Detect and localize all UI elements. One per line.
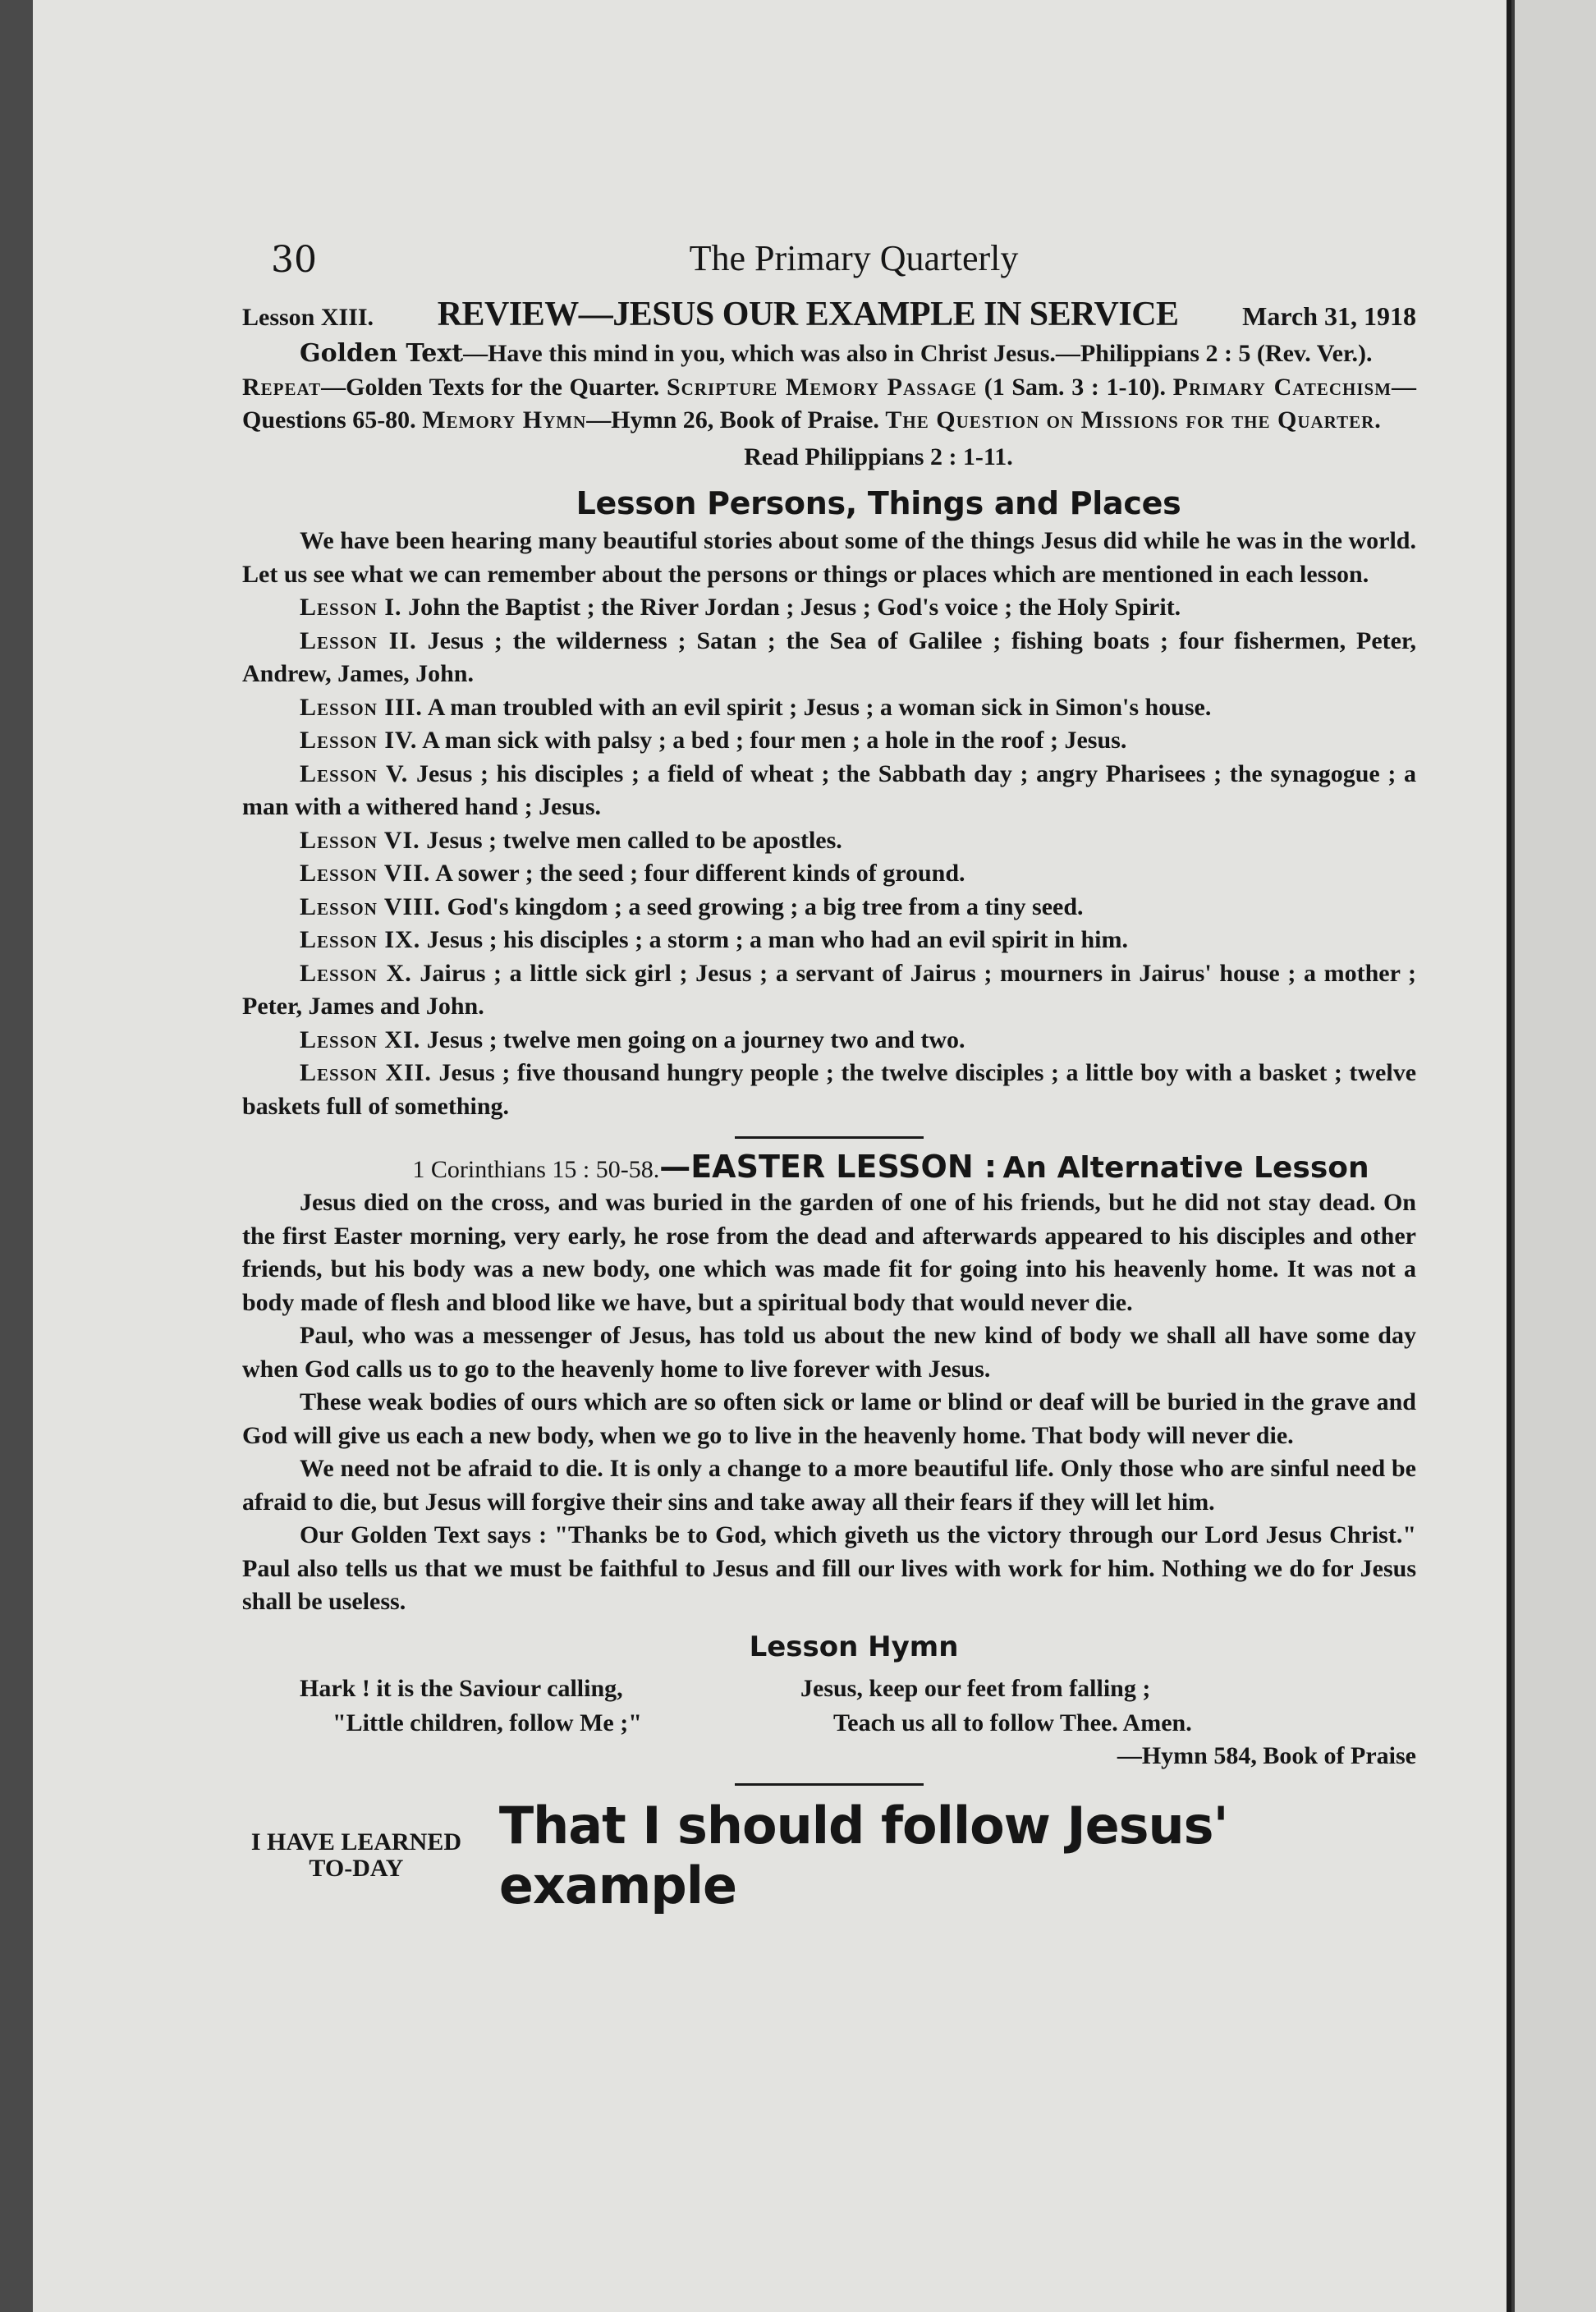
golden-text-label: Golden Text (300, 339, 464, 368)
learned-text: That I should follow Jesus' example (498, 1795, 1228, 1915)
lesson-entry-text: Jesus ; the wilderness ; Satan ; the Sea of Galilee ; fishing boats ; four fishermen, Peter, Andrew, James, John. (242, 626, 1416, 687)
hymn-title: Lesson Hymn (749, 1630, 959, 1663)
golden-text-body: —Have this mind in you, which was also in Christ Jesus.—Philippians 2 : 5 (Rev. Ver.). (463, 340, 1373, 367)
lesson-entry (242, 1024, 1416, 1057)
lesson-entry-text: Jesus ; twelve men going on a journey two and two. (426, 1025, 965, 1053)
lesson-entry-text: John the Baptist ; the River Jordan ; Jesus ; God's voice ; the Holy Spirit. (408, 594, 1181, 621)
repeat-line (242, 371, 1416, 438)
running-header (242, 234, 1416, 283)
hymn-reference: —Hymn 584, Book of Praise (1117, 1741, 1416, 1769)
hymn-verse (242, 1672, 1416, 1741)
lesson-entry-text: A man sick with palsy ; a bed ; four men ; a hole in the roof ; Jesus. (422, 727, 1127, 754)
lesson-entry-label: Lesson IX. (300, 926, 421, 953)
repeat-text: —Golden Texts for the Quarter. (321, 373, 660, 401)
read-line: Read Philippians 2 : 1-11. (744, 443, 1013, 470)
lesson-entry-label: Lesson VII. (300, 860, 431, 887)
running-title: The Primary Quarterly (689, 238, 1019, 278)
lesson-entry-text: A sower ; the seed ; four different kinds of ground. (435, 860, 965, 887)
hymn-line: Teach us all to follow Thee. Amen. (833, 1709, 1192, 1736)
page-content (242, 234, 1416, 1915)
scan-left-margin (0, 0, 33, 2312)
lesson-entry-label: Lesson V. (300, 759, 409, 787)
scripture-text: (1 Sam. 3 : 1-10). (984, 373, 1166, 401)
lesson-title: REVIEW—JESUS OUR EXAMPLE IN SERVICE (437, 296, 1179, 333)
easter-paragraph: These weak bodies of ours which are so often sick or lame or blind or deaf will be buried in the grave and God will give us each a new body, when we go to live in the heavenly home. That body will never die. (242, 1388, 1416, 1449)
lesson-entry-text: Jesus ; his disciples ; a field of wheat ; the Sabbath day ; angry Pharisees ; the synagogue ; a man with a withered hand ; Jesus. (242, 759, 1417, 820)
memory-hymn-text: —Hymn 26, Book of Praise. (586, 406, 879, 434)
lesson-entry (242, 924, 1416, 957)
easter-paragraph: Paul, who was a messenger of Jesus, has told us about the new kind of body we shall all have some day when God calls us to go to the heavenly home to live forever with Jesus. (242, 1322, 1416, 1383)
section-heading: Lesson Persons, Things and Places (576, 485, 1181, 521)
lesson-entry-label: Lesson XI. (300, 1025, 421, 1053)
lesson-entry-text: Jairus ; a little sick girl ; Jesus ; a servant of Jairus ; mourners in Jairus' house ; a mother ; Peter, James and John. (242, 959, 1417, 1020)
lesson-date: March 31, 1918 (1242, 301, 1416, 331)
easter-title: —EASTER LESSON : (659, 1149, 998, 1185)
scripture-label: Scripture Memory Passage (666, 373, 978, 401)
divider-rule (735, 1783, 924, 1786)
facing-page-edge (1515, 0, 1596, 2312)
lesson-entry-text: Jesus ; five thousand hungry people ; the twelve disciples ; a little boy with a basket ; twelve baskets full of something. (242, 1059, 1417, 1120)
easter-paragraph: Our Golden Text says : "Thanks be to God, which giveth us the victory through our Lord Jesus Christ." Paul also tells us that we must be faithful to Jesus and fill our lives with work for him. Nothing we do for Jesus shall be useless. (242, 1521, 1416, 1615)
lesson-entry (242, 691, 1416, 725)
lesson-entry-text: Jesus ; twelve men called to be apostles. (426, 826, 842, 854)
hymn-line: Jesus, keep our feet from falling ; (800, 1674, 1151, 1702)
lesson-entry-label: Lesson VI. (300, 826, 420, 854)
lesson-entry (242, 824, 1416, 858)
memory-hymn-label: Memory Hymn (422, 406, 587, 434)
lesson-entry-text: Jesus ; his disciples ; a storm ; a man who had an evil spirit in him. (426, 926, 1128, 953)
learned-label-line: TO-DAY (309, 1854, 404, 1882)
lesson-entry-text: A man troubled with an evil spirit ; Jesus ; a woman sick in Simon's house. (427, 693, 1212, 721)
lesson-entry-label: Lesson VIII. (300, 892, 442, 920)
lesson-header (242, 295, 1416, 334)
golden-text (242, 337, 1416, 371)
lesson-entry-label: Lesson III. (300, 693, 423, 721)
easter-paragraph: Jesus died on the cross, and was buried in the garden of one of his friends, but he did not stay dead. On the first Easter morning, very early, he rose from the dead and afterwards appeared to his disciples and other friends, but his body was a new body, one which was made fit for going into his heavenly home. It was not a body made of flesh and blood like we have, but a spiritual body that would never die. (242, 1189, 1416, 1316)
section-intro: We have been hearing many beautiful stories about some of the things Jesus did while he was in the world. Let us see what we can remember about the persons or things or places which are mentioned in each lesson. (242, 527, 1416, 588)
lesson-entry (242, 758, 1416, 824)
hymn-line: "Little children, follow Me ;" (332, 1709, 642, 1736)
easter-subtitle: An Alternative Lesson (1002, 1151, 1369, 1185)
hymn-line: Hark ! it is the Saviour calling, (300, 1674, 623, 1702)
lesson-entry-text: God's kingdom ; a seed growing ; a big tree from a tiny seed. (447, 892, 1084, 920)
divider-rule (735, 1136, 924, 1139)
learned-label-line: I HAVE LEARNED (250, 1828, 462, 1856)
lesson-entry (242, 957, 1416, 1024)
book-page (33, 0, 1511, 2312)
learned-today (242, 1796, 1416, 1915)
lesson-number: Lesson XIII. (242, 304, 374, 331)
lesson-entry-label: Lesson X. (300, 959, 412, 987)
lesson-entry (242, 1057, 1416, 1123)
lesson-entry (242, 591, 1416, 625)
repeat-label: Repeat (242, 373, 322, 401)
missions-label: The Question on Missions for the Quarter. (885, 406, 1382, 434)
lesson-entry (242, 857, 1416, 891)
hymn-column-left (242, 1672, 792, 1741)
catechism-text: —Questions 65-80. (242, 373, 1417, 434)
catechism-label: Primary Catechism (1172, 373, 1392, 401)
page-number: 30 (271, 239, 317, 281)
lesson-entry (242, 891, 1416, 924)
lesson-entry-label: Lesson II. (300, 626, 417, 654)
lesson-list (242, 591, 1416, 1123)
easter-heading (242, 1149, 1416, 1185)
easter-reference: 1 Corinthians 15 : 50-58. (412, 1156, 660, 1183)
lesson-entry-label: Lesson IV. (300, 727, 418, 754)
hymn-column-right (792, 1672, 1192, 1741)
lesson-entry (242, 724, 1416, 758)
easter-paragraph: We need not be afraid to die. It is only a change to a more beautiful life. Only those who are sinful need be afraid to die, but Jesus will forgive their sins and take away all their fears if they will let him. (242, 1455, 1416, 1516)
learned-label (230, 1829, 483, 1882)
lesson-entry-label: Lesson I. (300, 594, 402, 621)
lesson-entry (242, 625, 1416, 691)
lesson-entry-label: Lesson XII. (300, 1059, 432, 1086)
